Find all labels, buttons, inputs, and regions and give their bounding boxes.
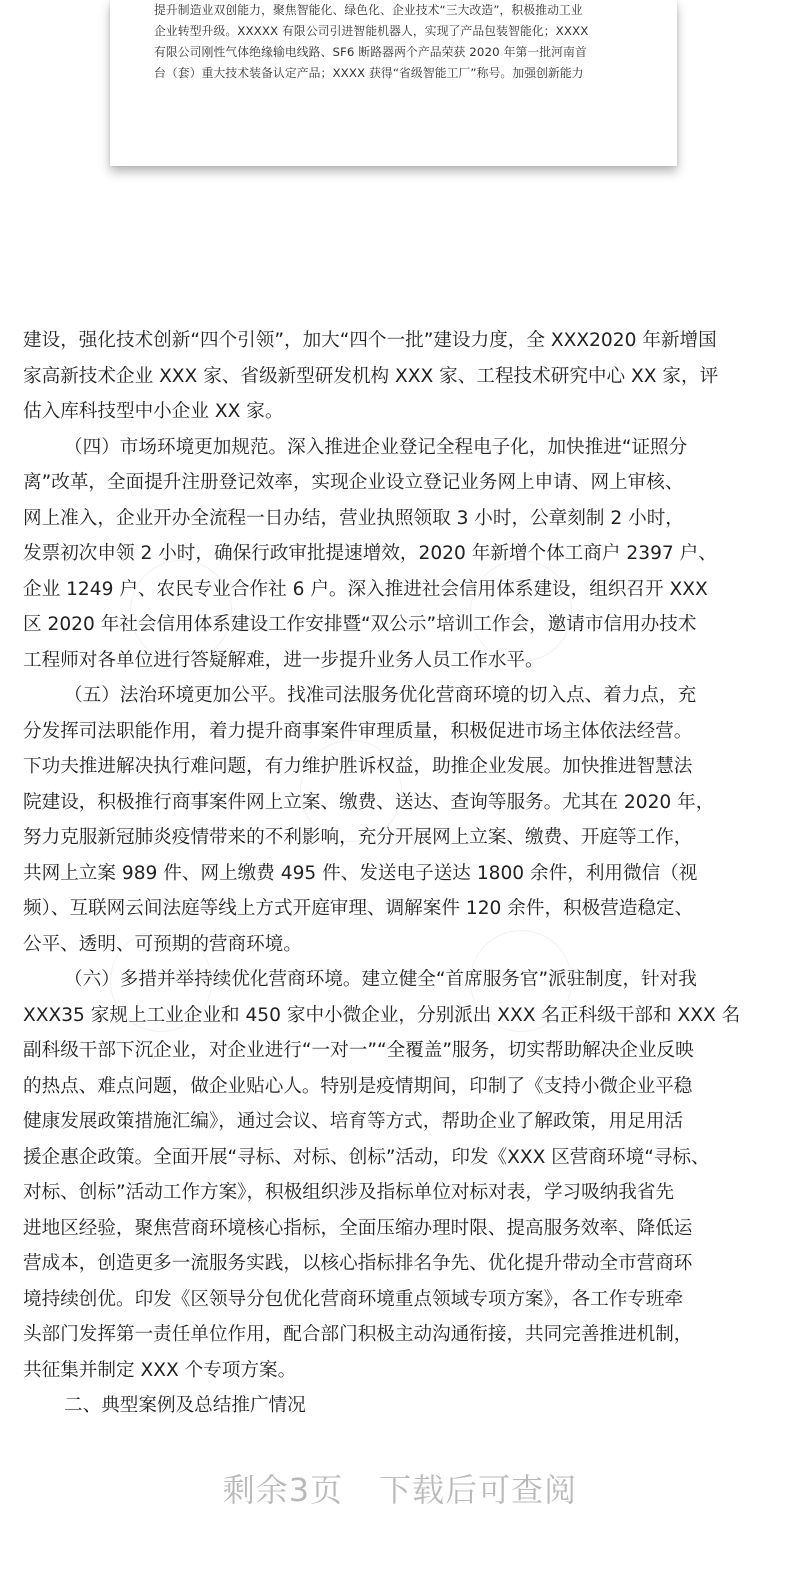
body-line: 发票初次申领 2 小时，确保行政审批提速增效，2020 年新增个体工商户 2397 户、 [23,543,717,564]
document-body [23,323,779,1424]
body-line: 头部门发挥第一责任单位作用，配合部门积极主动沟通衔接，共同完善推进机制， [23,1324,693,1345]
body-line: XXX35 家规上工业企业和 450 家中小微企业，分别派出 XXX 名正科级干部和 XXX 名 [23,1004,741,1026]
preview-line: 有限公司刚性气体绝缘输电线路、SF6 断路器两个产品荣获 2020 年第一批河南首 [154,45,587,59]
download-to-view-label: 下载后可查阅 [379,1471,578,1509]
body-line: 企业 1249 户、农民专业合作社 6 户。深入推进社会信用体系建设，组织召开 XXX [23,578,708,600]
body-line: 共征集并制定 XXX 个专项方案。 [23,1359,297,1381]
body-line: 工程师对各单位进行答疑解难，进一步提升业务人员工作水平。 [23,649,544,671]
body-line: 网上准入，企业开办全流程一日办结，营业执照领取 3 小时，公章刻制 2 小时， [23,507,684,529]
body-line: 共网上立案 989 件、网上缴费 495 件、发送电子送达 1800 余件，利用微信（视 [23,862,698,884]
body-line: 努力克服新冠肺炎疫情带来的不利影响，充分开展网上立案、缴费、开庭等工作， [23,827,693,848]
section-heading-6: （六）多措并举持续优化营商环境。建立健全“首席服务官”派驻制度，针对我 [64,969,697,990]
body-line: 营成本，创造更多一流服务实践，以核心指标排名争先、优化提升带动全市营商环 [23,1253,693,1274]
body-line: 估入库科技型中小企业 XX 家。 [23,401,284,422]
download-prompt[interactable] [0,1465,800,1515]
section-heading-5: （五）法治环境更加公平。找准司法服务优化营商环境的切入点、着力点，充 [64,685,697,706]
preview-line: 提升制造业双创能力，聚焦智能化、绿色化、企业技术“三大改造”，积极推动工业 [154,3,583,17]
body-line: 院建设，积极推行商事案件网上立案、缴费、送达、查询等服务。尤其在 2020 年， [23,791,715,813]
body-line: 对标、创标”活动工作方案》，积极组织涉及指标单位对标对表，学习吸纳我省先 [23,1182,675,1203]
body-line: 进地区经验，聚焦营商环境核心指标，全面压缩办理时限、提高服务效率、降低运 [23,1217,693,1239]
body-line: 下功夫推进解决执行难问题，有力维护胜诉权益，助推企业发展。加快推进智慧法 [23,756,693,777]
body-line: 副科级干部下沉企业，对企业进行“一对一”“全覆盖”服务，切实帮助解决企业反映 [23,1040,694,1061]
section-heading-4: （四）市场环境更加规范。深入推进企业登记全程电子化，加快推进“证照分 [64,436,688,458]
body-line: 分发挥司法职能作用，着力提升商事案件审理质量，积极促进市场主体依法经营。 [23,720,693,742]
remaining-pages-label: 剩余3页 [222,1471,344,1509]
body-line: 援企惠企政策。全面开展“寻标、对标、创标”活动，印发《XXX 区营商环境“寻标、 [23,1146,710,1168]
chapter-heading: 二、典型案例及总结推广情况 [64,1395,306,1416]
body-line: 频）、互联网云间法庭等线上方式开庭审理、调解案件 120 余件，积极营造稳定、 [23,898,694,919]
body-line: 家高新技术企业 XXX 家、省级新型研发机构 XXX 家、工程技术研究中心 XX 家，评 [23,365,719,387]
body-line: 健康发展政策措施汇编》，通过会议、培育等方式，帮助企业了解政策，用足用活 [23,1111,684,1132]
body-line: 的热点、难点问题，做企业贴心人。特别是疫情期间，印制了《支持小微企业平稳 [23,1075,693,1097]
body-line: 公平、透明、可预期的营商环境。 [23,933,302,955]
preview-line: 企业转型升级。XXXXX 有限公司引进智能机器人，实现了产品包装智能化；XXXX [154,24,589,38]
preview-page-card [110,0,677,166]
preview-paragraph [154,0,639,84]
body-line: 境持续创优。印发《区领导分包优化营商环境重点领域专项方案》，各工作专班牵 [23,1288,684,1310]
preview-line: 台（套）重大技术装备认定产品；XXXX 获得“省级智能工厂”称号。加强创新能力 [154,66,584,80]
body-line: 离”改革，全面提升注册登记效率，实现企业设立登记业务网上申请、网上审核、 [23,472,684,493]
body-line: 区 2020 年社会信用体系建设工作安排暨“双公示”培训工作会，邀请市信用办技术 [23,614,697,635]
body-line: 建设，强化技术创新“四个引领”，加大“四个一批”建设力度，全 XXX2020 年新增国 [23,330,717,351]
